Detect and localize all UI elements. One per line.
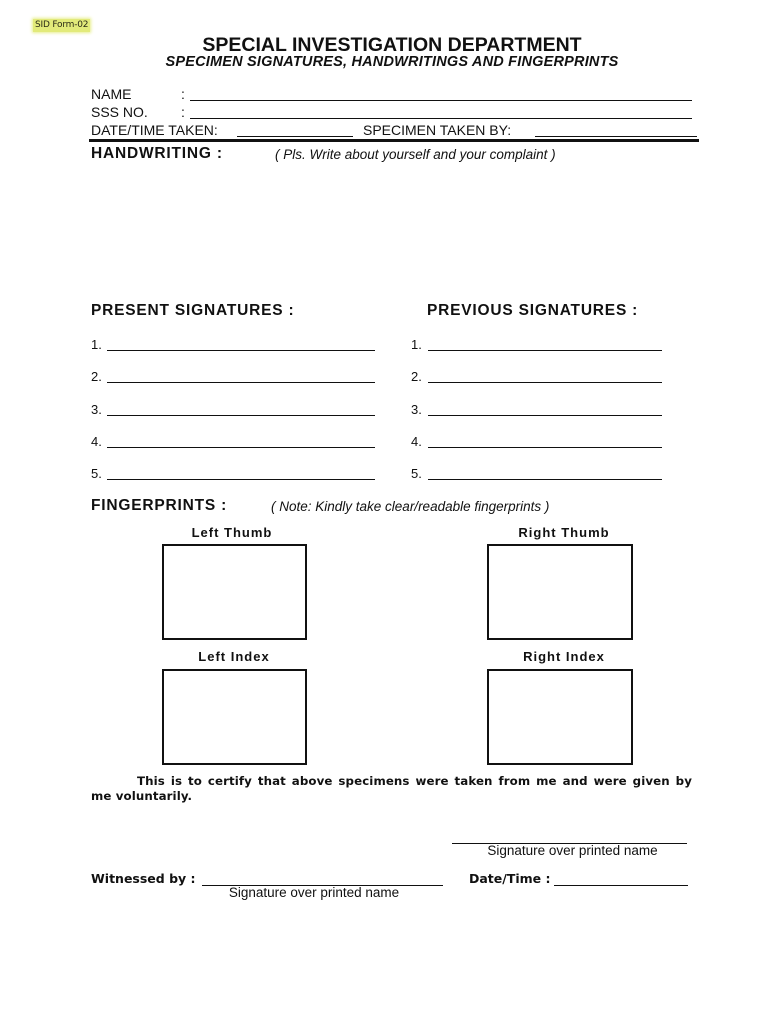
present-signature-line <box>107 415 375 416</box>
name-label: NAME <box>91 86 132 102</box>
form-subtitle: SPECIMEN SIGNATURES, HANDWRITINGS AND FINGERPRINTS <box>165 53 619 70</box>
present-signature-line <box>107 350 375 351</box>
handwriting-label: HANDWRITING : <box>91 145 223 162</box>
present-signature-line <box>107 479 375 480</box>
witnessed-by-label: Witnessed by : <box>91 871 196 887</box>
name-blank-line <box>190 100 692 101</box>
previous-signature-line <box>428 415 662 416</box>
right-index-box <box>487 669 633 765</box>
present-signature-number: 2. <box>91 369 102 384</box>
specimen-taken-by-label: SPECIMEN TAKEN BY: <box>363 122 512 138</box>
present-signatures-label: PRESENT SIGNATURES : <box>91 302 295 319</box>
left-thumb-label: Left Thumb <box>191 525 273 540</box>
previous-signature-line <box>428 382 662 383</box>
form-code-label: SID Form-02 <box>35 20 89 30</box>
previous-signature-line <box>428 350 662 351</box>
previous-signatures-label: PREVIOUS SIGNATURES : <box>427 302 639 319</box>
certification-text-line2: me voluntarily. <box>91 789 193 803</box>
sss-label: SSS NO. <box>91 104 148 120</box>
present-signature-line <box>107 382 375 383</box>
witness-date-time-label: Date/Time : <box>469 871 551 887</box>
previous-signature-number: 1. <box>411 337 422 352</box>
certification-text-line1: This is to certify that above specimens were taken from me and were given by <box>137 774 692 788</box>
specimen-taken-by-blank-line <box>535 136 697 137</box>
right-thumb-label: Right Thumb <box>518 525 610 540</box>
certifier-signature-caption: Signature over printed name <box>487 843 658 858</box>
handwriting-note: ( Pls. Write about yourself and your complaint ) <box>275 146 556 162</box>
sss-colon: : <box>181 104 185 120</box>
fingerprints-label: FINGERPRINTS : <box>91 497 228 514</box>
previous-signature-number: 4. <box>411 434 422 449</box>
witness-signature-caption: Signature over printed name <box>228 884 400 900</box>
present-signature-line <box>107 447 375 448</box>
sss-blank-line <box>190 118 692 119</box>
right-thumb-box <box>487 544 633 640</box>
left-index-label: Left Index <box>198 649 270 664</box>
right-index-label: Right Index <box>523 649 605 664</box>
present-signature-number: 3. <box>91 402 102 417</box>
present-signature-number: 4. <box>91 434 102 449</box>
witness-date-time-line <box>554 885 688 886</box>
present-signature-number: 1. <box>91 337 102 352</box>
previous-signature-line <box>428 479 662 480</box>
present-signature-number: 5. <box>91 466 102 481</box>
date-time-taken-label: DATE/TIME TAKEN: <box>91 122 218 138</box>
left-thumb-box <box>162 544 307 640</box>
header-divider <box>89 139 699 142</box>
previous-signature-line <box>428 447 662 448</box>
left-index-box <box>162 669 307 765</box>
name-colon: : <box>181 86 185 102</box>
department-title: SPECIAL INVESTIGATION DEPARTMENT <box>202 33 582 56</box>
previous-signature-number: 3. <box>411 402 422 417</box>
date-time-taken-blank-line <box>237 136 353 137</box>
previous-signature-number: 5. <box>411 466 422 481</box>
previous-signature-number: 2. <box>411 369 422 384</box>
fingerprints-note: ( Note: Kindly take clear/readable fingerprints ) <box>271 498 550 514</box>
